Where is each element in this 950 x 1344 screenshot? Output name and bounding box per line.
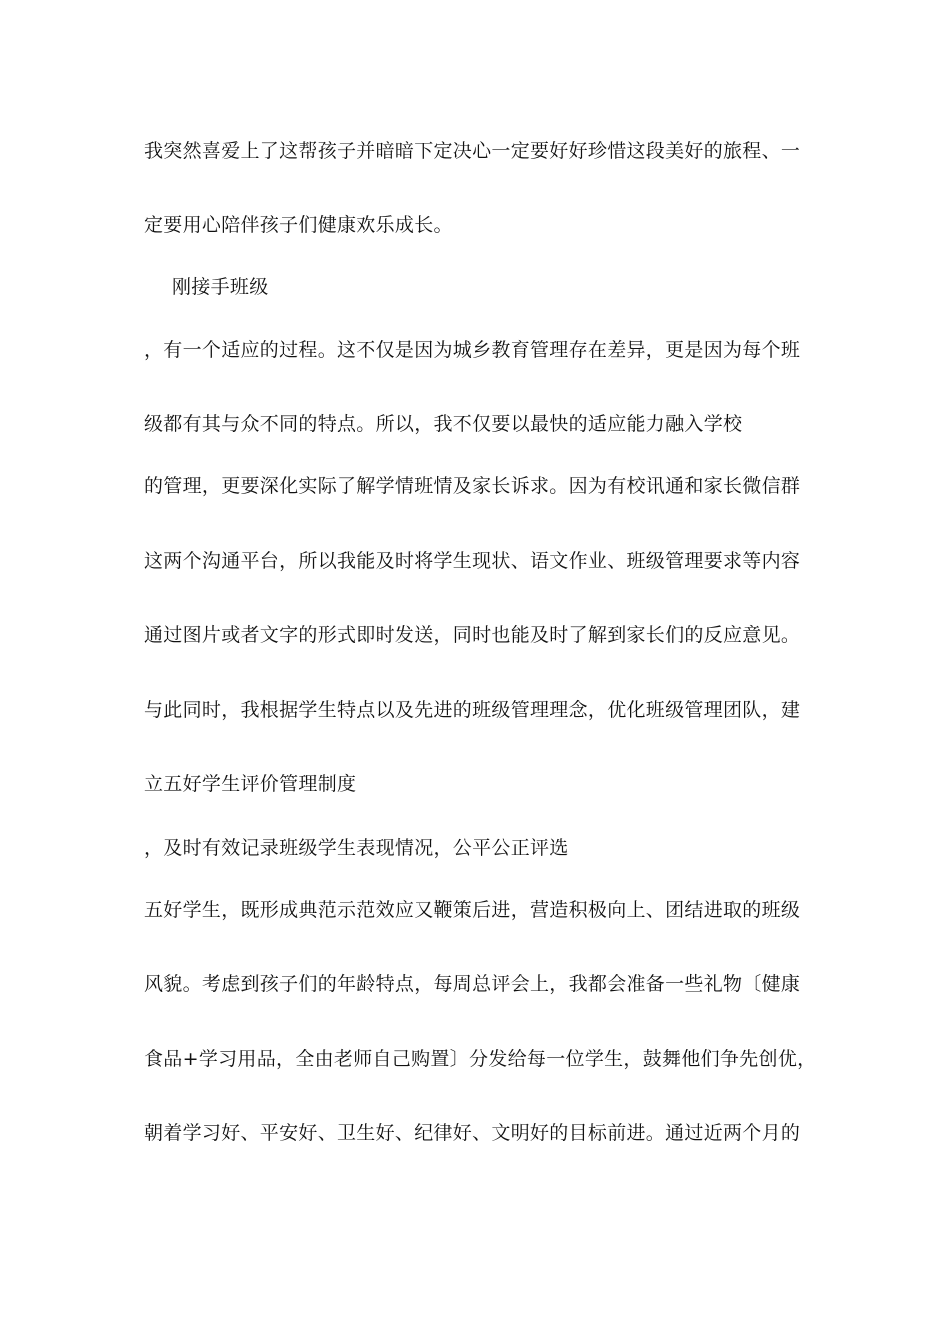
paragraph-line: 这两个沟通平台，所以我能及时将学生现状、语文作业、班级管理要求等内容 (144, 550, 801, 572)
paragraph-line: 定要用心陪伴孩子们健康欢乐成长。 (144, 214, 453, 236)
paragraph-line: ，及时有效记录班级学生表现情况，公平公正评选 (144, 837, 569, 859)
paragraph-line: 级都有其与众不同的特点。所以，我不仅要以最快的适应能力融入学校 (144, 413, 743, 435)
paragraph-line: 通过图片或者文字的形式即时发送，同时也能及时了解到家长们的反应意见。 (144, 624, 801, 646)
paragraph-line: 的管理，更要深化实际了解学情班情及家长诉求。因为有校讯通和家长微信群 (144, 475, 801, 497)
paragraph-line: 我突然喜爱上了这帮孩子并暗暗下定决心一定要好好珍惜这段美好的旅程、一 (144, 140, 801, 162)
paragraph-line: ，有一个适应的过程。这不仅是因为城乡教育管理存在差异，更是因为每个班 (144, 339, 801, 361)
paragraph-line: 与此同时，我根据学生特点以及先进的班级管理理念，优化班级管理团队，建 (144, 699, 801, 721)
paragraph-line: 风貌。考虑到孩子们的年龄特点，每周总评会上，我都会准备一些礼物〔健康 (144, 973, 801, 995)
paragraph-line: 五好学生，既形成典范示范效应又鞭策后进，营造积极向上、团结进取的班级 (144, 899, 801, 921)
paragraph-line: 朝着学习好、平安好、卫生好、纪律好、文明好的目标前进。通过近两个月的 (144, 1122, 801, 1144)
paragraph-line: 食品+学习用品，全由老师自己购置〕分发给每一位学生，鼓舞他们争先创优， (144, 1048, 817, 1070)
paragraph-line: 立五好学生评价管理制度 (144, 773, 357, 795)
paragraph-line: 刚接手班级 (172, 276, 269, 298)
